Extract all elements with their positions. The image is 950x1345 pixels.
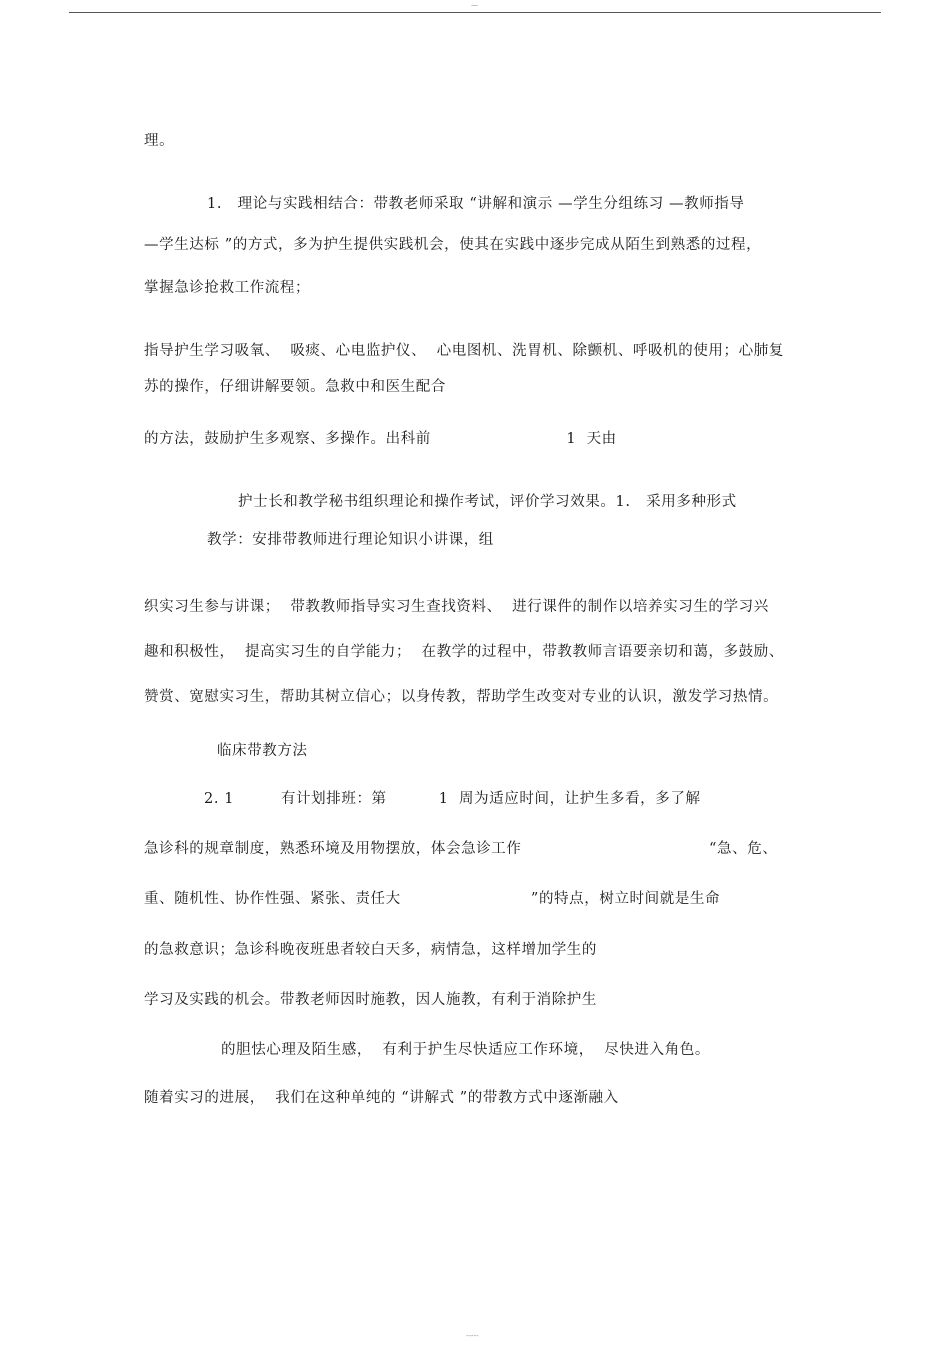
text-line: 的胆怯心理及陌生感， 有利于护生尽快适应工作环境， 尽快进入角色。	[221, 1042, 710, 1058]
text-line: —学生达标 ”的方式，多为护生提供实践机会，使其在实践中逐步完成从陌生到熟悉的过程，	[144, 237, 762, 253]
section-heading: 临床带教方法	[217, 743, 308, 759]
header-mark: —	[471, 1, 478, 9]
text-line: 随着实习的进展， 我们在这种单纯的 “讲解式 ”的带教方式中逐渐融入	[144, 1090, 619, 1106]
text-line: 学习及实践的机会。带教老师因时施教，因人施教，有利于消除护生	[144, 992, 597, 1008]
text-line: 护士长和教学秘书组织理论和操作考试，评价学习效果。1. 采用多种形式	[238, 494, 737, 510]
text-line: 趣和积极性， 提高实习生的自学能力； 在教学的过程中，带教教师言语要亲切和蔼，多鼓励、	[144, 644, 784, 660]
text-line: 指导护生学习吸氧、 吸痰、心电监护仪、 心电图机、洗胃机、除颤机、呼吸机的使用；心肺复	[144, 343, 784, 359]
text-line: 的急救意识；急诊科晚夜班患者较白天多，病情急，这样增加学生的	[144, 942, 597, 958]
header-rule	[69, 12, 881, 13]
text-line: 掌握急诊抢救工作流程；	[144, 280, 311, 296]
text-line: 急诊科的规章制度，熟悉环境及用物摆放，体会急诊工作 “急、危、	[144, 841, 778, 857]
text-line: 教学：安排带教师进行理论知识小讲课，组	[207, 532, 494, 548]
text-line: 织实习生参与讲课； 带教教师指导实习生查找资料、 进行课件的制作以培养实习生的学习兴	[144, 599, 769, 615]
text-line: 的方法，鼓励护生多观察、多操作。出科前 1 天由	[144, 431, 617, 447]
text-line: 1. 理论与实践相结合：带教老师采取 “讲解和演示 —学生分组练习 —教师指导	[207, 196, 745, 212]
footer-mark: -----	[466, 1332, 479, 1340]
text-line: 重、随机性、协作性强、紧张、责任大 ”的特点，树立时间就是生命	[144, 891, 721, 907]
text-line: 苏的操作，仔细讲解要领。急救中和医生配合	[144, 379, 446, 395]
text-line: 2. 1 有计划排班：第 1 周为适应时间，让护生多看，多了解	[204, 791, 701, 807]
text-line: 理。	[144, 133, 175, 149]
text-line: 赞赏、宽慰实习生，帮助其树立信心；以身传教，帮助学生改变对专业的认识，激发学习热情。	[144, 689, 779, 705]
